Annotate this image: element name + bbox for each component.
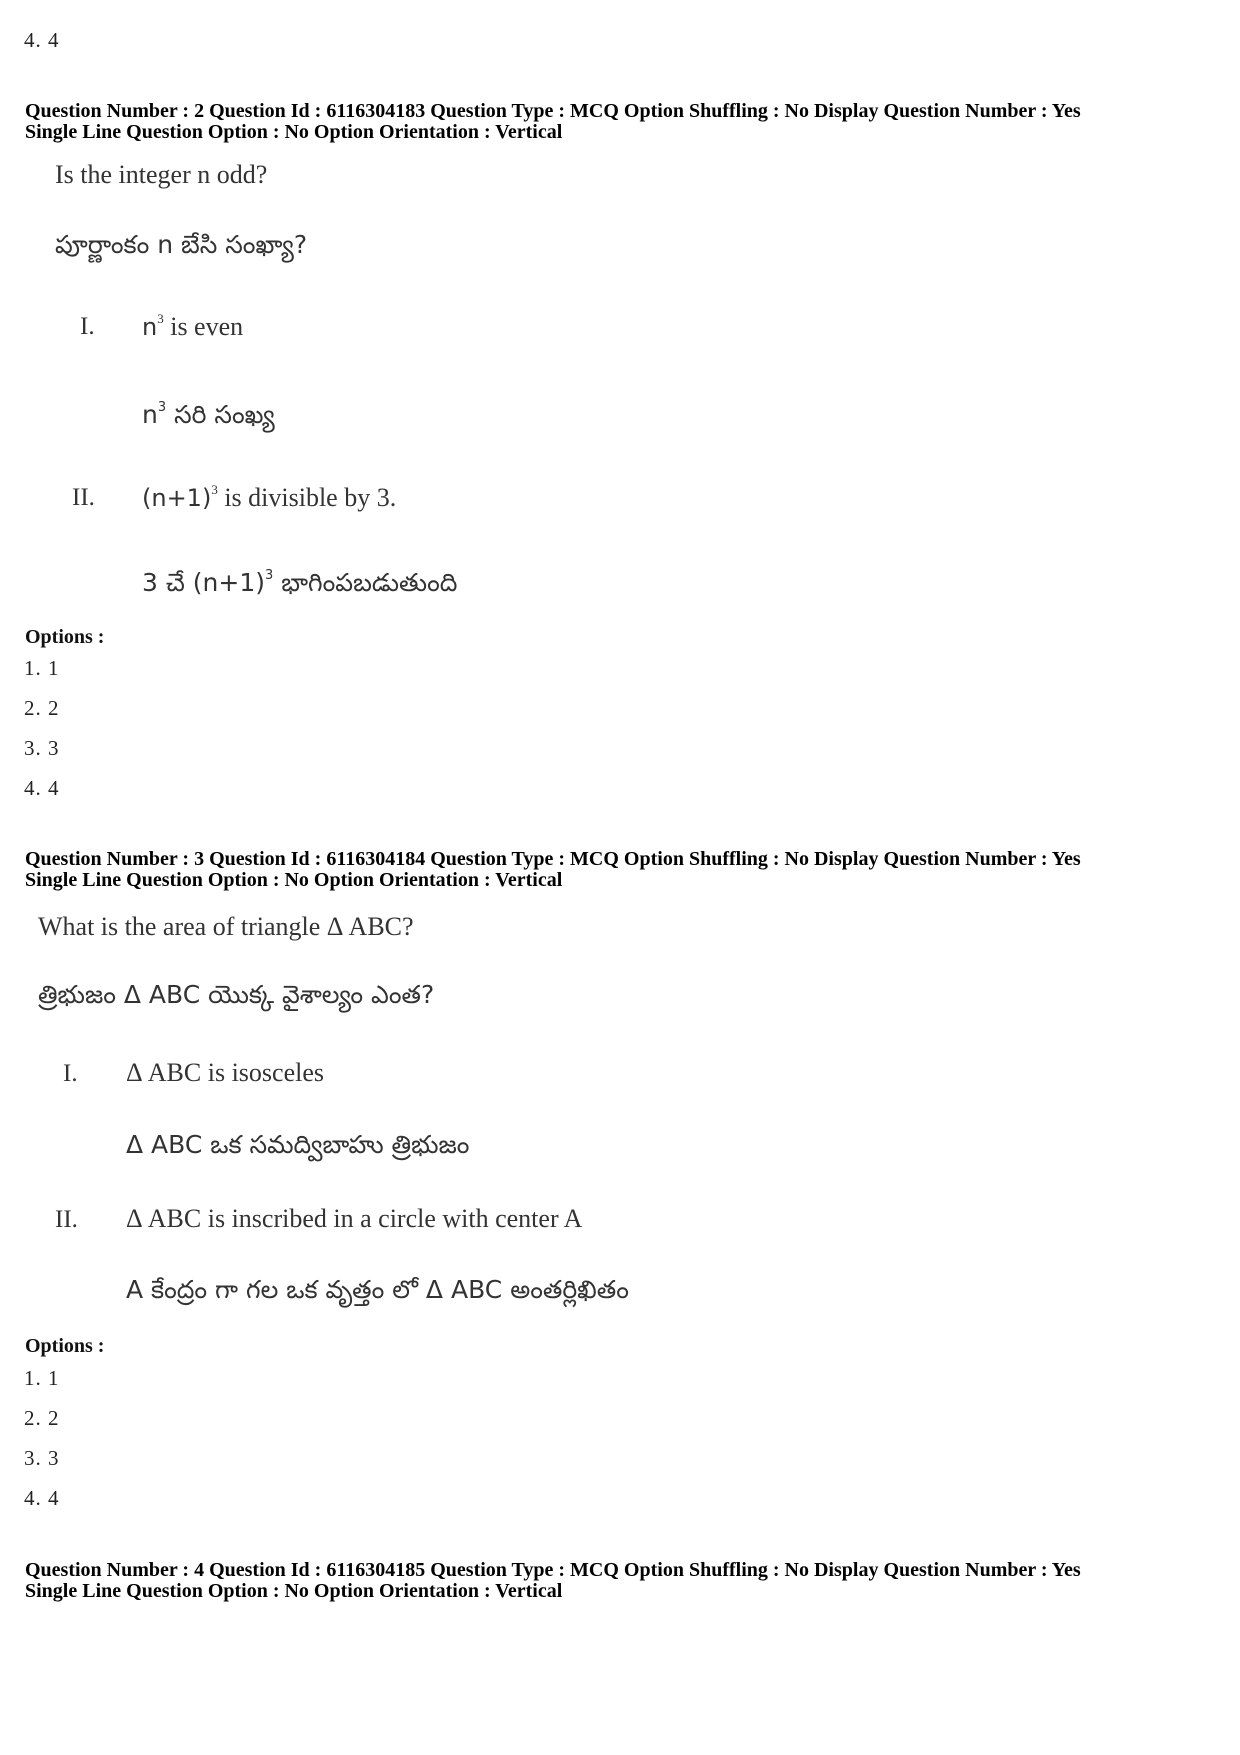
question-2-statement-1-telugu: $n^3$ సరి సంఖ్య: [142, 400, 275, 429]
question-3-statement-1-english: Δ ABC is isosceles: [126, 1058, 325, 1087]
question-2-statement-2-numeral: II.: [72, 484, 95, 511]
question-3-stem-english: What is the area of triangle Δ ABC?: [38, 912, 414, 941]
question-2-statement-2-telugu: 3 చే $(n+1)^3$ భాగింపబడుతుంది: [142, 568, 458, 597]
question-3-meta-line-2: Single Line Question Option : No Option Orientation : Vertical: [25, 869, 563, 891]
question-2-option-4: 4. 4: [24, 776, 60, 800]
question-2-option-3: 3. 3: [24, 736, 60, 760]
question-3-stem-telugu: త్రిభుజం Δ ABC యొక్క వైశాల్యం ఎంత?: [38, 980, 435, 1009]
question-2-option-2: 2. 2: [24, 696, 60, 720]
question-2-stem-telugu: పూర్ణాంకం n బేసి సంఖ్యా?: [55, 230, 308, 259]
question-3-statement-1-telugu: Δ ABC ఒక సమద్విబాహు త్రిభుజం: [126, 1130, 470, 1159]
question-3-option-3: 3. 3: [24, 1446, 60, 1470]
question-4-meta-line-2: Single Line Question Option : No Option Orientation : Vertical: [25, 1580, 563, 1602]
question-2-stem-english: Is the integer n odd?: [55, 160, 268, 189]
question-3-options-label: Options :: [25, 1335, 105, 1357]
question-2-statement-1-numeral: I.: [80, 313, 95, 340]
question-4-meta-line-1: Question Number : 4 Question Id : 6116304185 Question Type : MCQ Option Shuffling : No Display Question Number : Yes: [25, 1559, 1081, 1581]
question-3-statement-1-numeral: I.: [63, 1060, 78, 1087]
question-2-options-label: Options :: [25, 626, 105, 648]
question-2-meta-line-2: Single Line Question Option : No Option Orientation : Vertical: [25, 121, 563, 143]
previous-question-option-4: 4. 4: [24, 28, 60, 52]
question-3-option-4: 4. 4: [24, 1486, 60, 1510]
question-2-option-1: 1. 1: [24, 656, 60, 680]
question-3-statement-2-numeral: II.: [55, 1206, 78, 1233]
question-2-statement-1-english: $n^3$ is even: [142, 311, 244, 341]
question-3-statement-2-telugu: A కేంద్రం గా గల ఒక వృత్తం లో Δ ABC అంతర్లిఖితం: [126, 1275, 629, 1304]
question-3-option-2: 2. 2: [24, 1406, 60, 1430]
question-3-statement-2-english: Δ ABC is inscribed in a circle with center A: [126, 1204, 583, 1233]
question-2-statement-2-english: $(n+1)^3$ is divisible by 3.: [142, 482, 397, 512]
question-2-meta-line-1: Question Number : 2 Question Id : 6116304183 Question Type : MCQ Option Shuffling : No Display Question Number : Yes: [25, 100, 1081, 122]
question-3-meta-line-1: Question Number : 3 Question Id : 6116304184 Question Type : MCQ Option Shuffling : No Display Question Number : Yes: [25, 848, 1081, 870]
question-3-option-1: 1. 1: [24, 1366, 60, 1390]
